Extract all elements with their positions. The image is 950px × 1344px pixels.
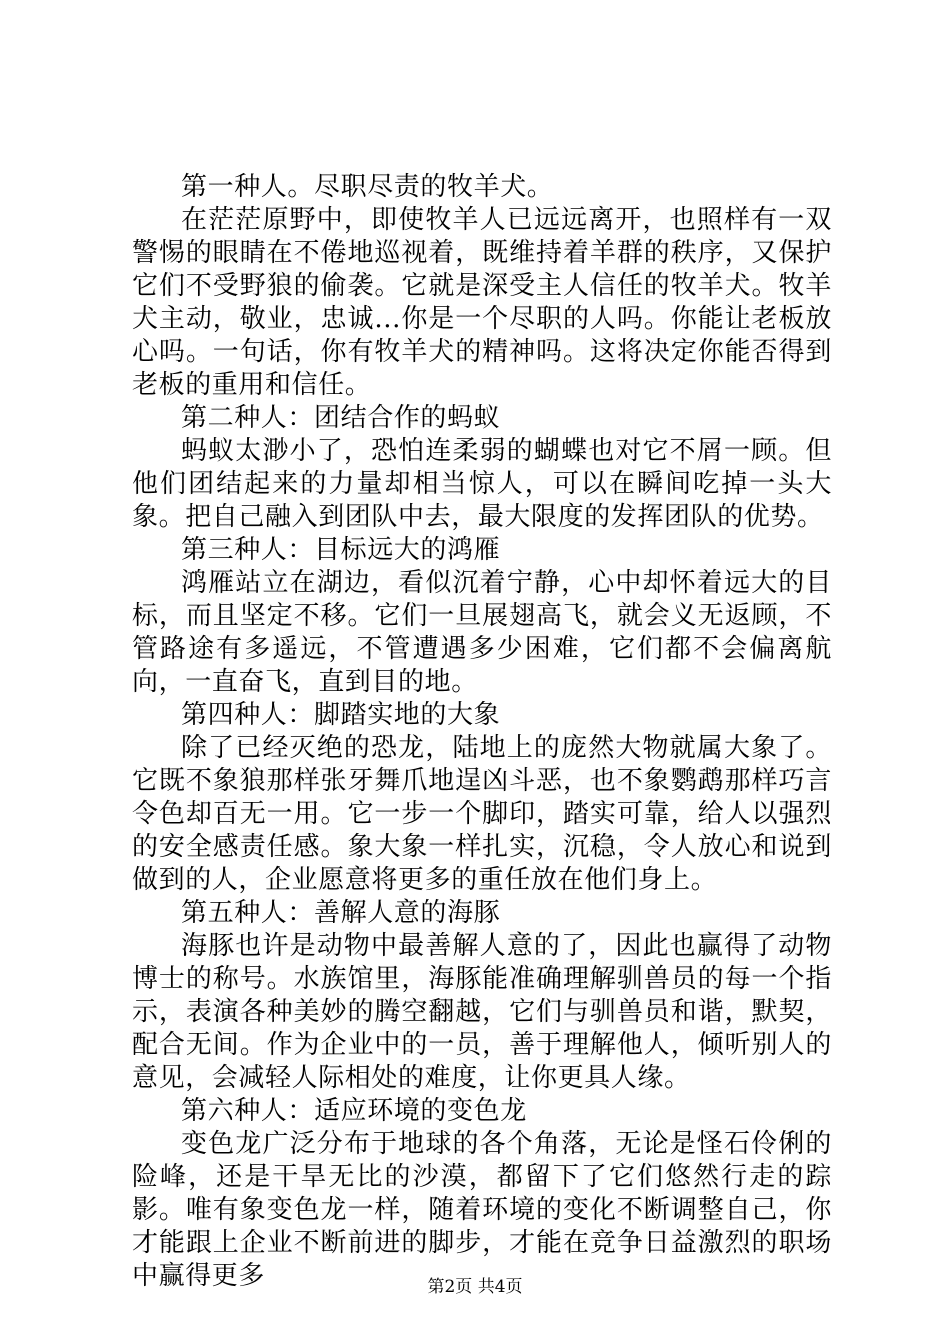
section-body-4: 除了已经灭绝的恐龙，陆地上的庞然大物就属大象了。它既不象狼那样张牙舞爪地逞凶斗恶，也不象鹦鹉那样巧言令色却百无一用。它一步一个脚印，踏实可靠，给人以强烈的安全感责任感。象大象一样扎实，沉稳，令人放心和说到做到的人，企业愿意将更多的重任放在他们身上。 [132, 733, 832, 895]
section-body-3: 鸿雁站立在湖边，看似沉着宁静，心中却怀着远大的目标，而且坚定不移。它们一旦展翅高飞，就会义无返顾，不管路途有多遥远，不管遭遇多少困难，它们都不会偏离航向，一直奋飞，直到目的地。 [132, 568, 832, 697]
section-title-3: 第三种人：目标远大的鸿雁 [181, 535, 501, 565]
section-title-4: 第四种人：脚踏实地的大象 [181, 700, 501, 730]
page-number-footer: 第2页 共4页 [427, 1277, 523, 1297]
section-title-6: 第六种人：适应环境的变色龙 [181, 1096, 527, 1126]
section-body-1: 在茫茫原野中，即使牧羊人已远远离开，也照样有一双警惕的眼睛在不倦地巡视着，既维持着羊群的秩序，又保护它们不受野狼的偷袭。它就是深受主人信任的牧羊犬。牧羊犬主动，敬业，忠诚...你是一个尽职的人吗。你能让老板放心吗。一句话，你有牧羊犬的精神吗。这将决定你能否得到老板的重用和信任。 [132, 205, 832, 400]
section-body-6: 变色龙广泛分布于地球的各个角落，无论是怪石伶俐的险峰，还是干旱无比的沙漠，都留下了它们悠然行走的踪影。唯有象变色龙一样，随着环境的变化不断调整自己，你才能跟上企业不断前进的脚步，才能在竞争日益激烈的职场中赢得更多 [132, 1129, 832, 1291]
section-body-5: 海豚也许是动物中最善解人意的了，因此也赢得了动物博士的称号。水族馆里，海豚能准确理解驯兽员的每一个指示，表演各种美妙的腾空翻越，它们与驯兽员和谐，默契，配合无间。作为企业中的一员，善于理解他人，倾听别人的意见，会减轻人际相处的难度，让你更具人缘。 [132, 931, 832, 1093]
section-title-2: 第二种人：团结合作的蚂蚁 [181, 403, 501, 433]
section-title-5: 第五种人：善解人意的海豚 [181, 898, 501, 928]
document-body [132, 171, 832, 1293]
section-body-2: 蚂蚁太渺小了，恐怕连柔弱的蝴蝶也对它不屑一顾。但他们团结起来的力量却相当惊人，可以在瞬间吃掉一头大象。把自己融入到团队中去，最大限度的发挥团队的优势。 [132, 436, 832, 532]
section-title-1: 第一种人。尽职尽责的牧羊犬。 [181, 172, 554, 202]
